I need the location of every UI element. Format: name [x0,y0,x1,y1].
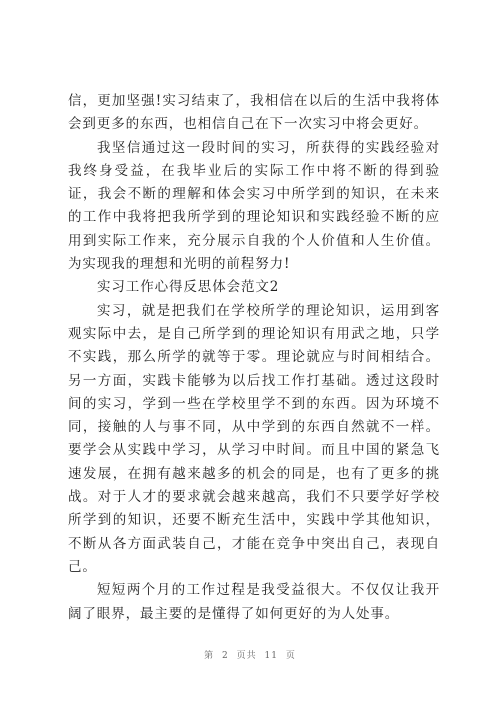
paragraph-two-months: 短短两个月的工作过程是我受益很大。不仅仅让我开阔了眼界，最主要的是懂得了如何更好的为人处事。 [68,582,440,622]
footer-total-pages: 11 [264,651,278,661]
paragraph-internship-theory: 实习，就是把我们在学校所学的理论知识，运用到客观实际中去，是自己所学到的理论知识有用武之地，只学不实践，那么所学的就等于零。理论就应与时间相结合。另一方面，实践卡能够为以后找工作打基础。透过这段时间的实习，学到一些在学校里学不到的东西。因为环境不同，接触的人与事不同，从中学到的东西自然就不一样。要学会从实践中学习，从学习中时间。而且中国的紧急飞速发展，在拥有越来越多的机会的同是，也有了更多的挑战。对于人才的要求就会越来越高，我们不只要学好学校所学到的知识，还要不断充生活中，实践中学其他知识，不断从各方面武装自己，才能在竞争中突出自己，表现自己。 [68,302,440,575]
section-heading: 实习工作心得反思体会范文2 [97,279,280,296]
page-footer [0,648,500,661]
footer-prefix: 第 [204,651,215,661]
footer-middle: 页共 [236,651,257,661]
paragraph-continuation: 信，更加坚强!实习结束了，我相信在以后的生活中我将体会到更多的东西，也相信自己在下一次实习中将会更好。 [68,93,440,133]
footer-page-number: 2 [222,651,229,661]
footer-suffix: 页 [285,651,296,661]
paragraph-conclusion: 我坚信通过这一段时间的实习，所获得的实践经验对我终身受益，在我毕业后的实际工作中将不断的得到验证，我会不断的理解和体会实习中所学到的知识，在未来的工作中我将把我所学到的理论知识和实践经验不断的应用到实际工作来，充分展示自我的个人价值和人生价值。为实现我的理想和光明的前程努力! [68,139,440,273]
document-body [68,90,440,626]
